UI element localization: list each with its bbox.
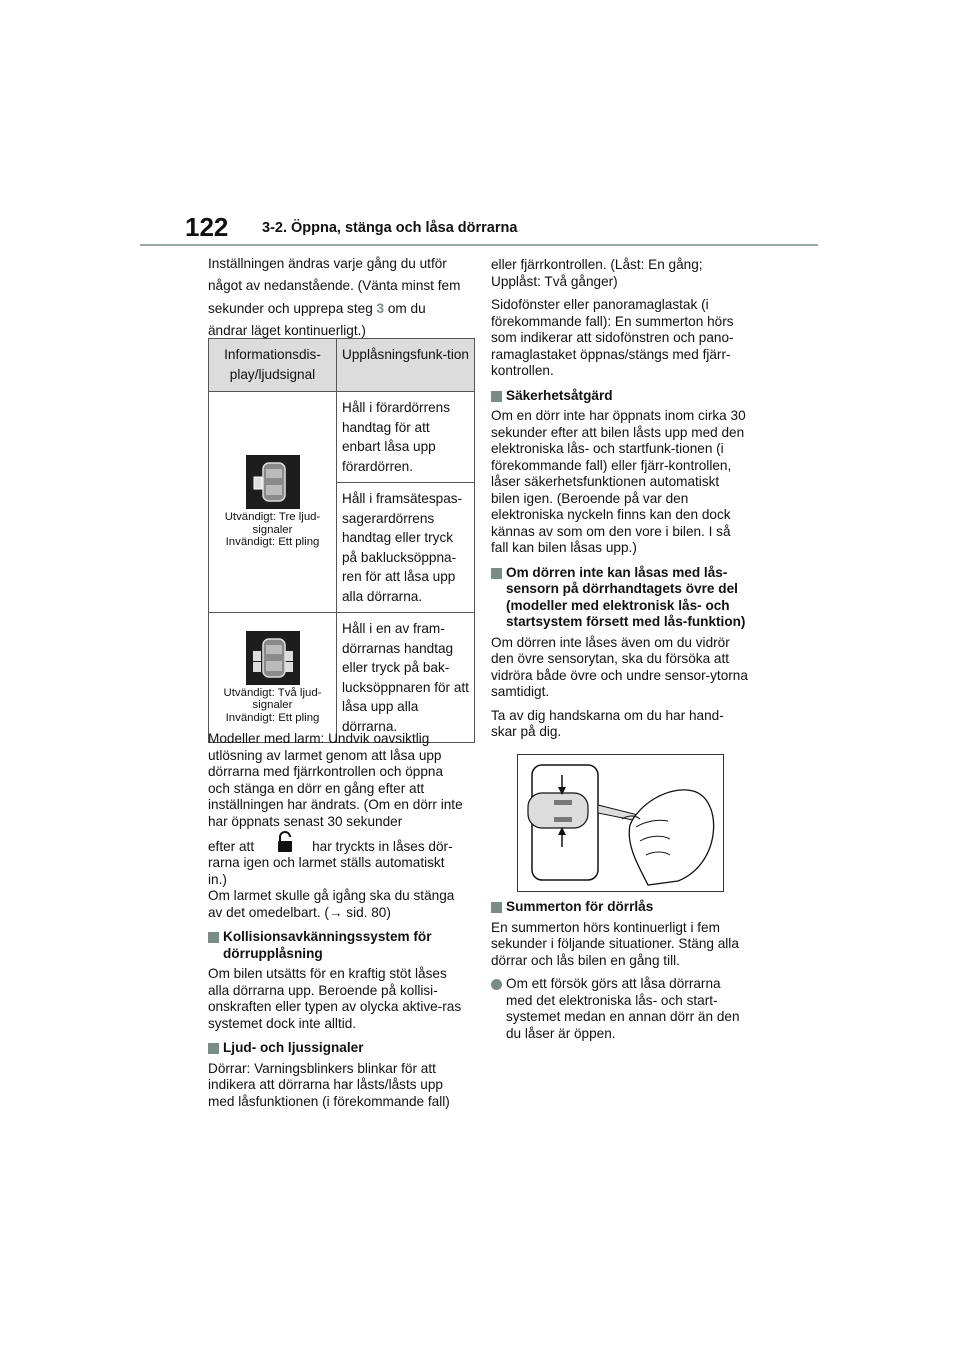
section-title: 3-2. Öppna, stänga och låsa dörrarna <box>262 220 518 236</box>
square-bullet-icon <box>491 391 502 402</box>
square-bullet-icon <box>208 932 219 943</box>
lock-icon <box>254 833 312 855</box>
collision-paragraph: Om bilen utsätts för en kraftig stöt låses alla dörrarna upp. Beroende på kollisi-onskraften eller typen av olycka aktive-ras systemet dock inte alltid. <box>208 966 462 1031</box>
continued-paragraph: eller fjärrkontrollen. (Låst: En gång; Upplåst: Två gånger) <box>491 257 703 289</box>
car-front-door-open-image <box>246 455 300 509</box>
sensor-paragraph-2: Ta av dig handskarna om du har hand-skar på dig. <box>491 707 724 739</box>
square-bullet-icon <box>208 1043 219 1054</box>
square-bullet-icon <box>491 902 502 913</box>
heading-signals: Ljud- och ljussignaler <box>208 1040 466 1057</box>
bullet-item: Om ett försök görs att låsa dörrarna med det elektroniska lås- och start-systemet medan en annan dörr än den du låser är öppen. <box>491 976 749 1042</box>
safety-paragraph: Om en dörr inte har öppnats inom cirka 30 sekunder efter att bilen låsts upp med den elektroniska lås- och startfunk-tionen (i förekommande fall) eller fjärr-kontrollen, låser säkerhetsfunktionen automatiskt bilen igen. (Beroende på var den elektroniska nyckeln finns kan den dock kännas av som om den vore i bilen. I så fall kan bilen låsas upp.) <box>491 408 746 555</box>
sensor-paragraph-1: Om dörren inte låses även om du vidrör den övre sensorytan, ska du försöka att vidröra både övre och undre sensor-ytorna samtidigt. <box>491 634 748 699</box>
heading-sensor: Om dörren inte kan låsas med lås-sensorn på dörrhandtagets övre del (modeller med elektronisk lås- och startsystem försett med lås-funktion) <box>491 565 749 631</box>
table-signal-cell-2 <box>209 613 337 743</box>
windows-paragraph: Sidofönster eller panoramaglastak (i förekommande fall): En summerton hörs som indikerar att sidofönstren och pano-ramaglastaket öppnas/stängs med fjärr-kontrollen. <box>491 297 734 378</box>
step-number: 3 <box>376 300 385 316</box>
header-rule <box>140 244 818 246</box>
function-cell-passenger: Håll i framsätespas-sagerardörrens handtag eller tryck på baklucksöppna-ren för att låsa upp alla dörrarna. <box>337 483 475 613</box>
function-cell-driver: Håll i förardörrens handtag för att enbart låsa upp förardörren. <box>337 392 475 483</box>
settings-table <box>208 338 475 743</box>
page-number: 122 <box>185 212 229 242</box>
alarm-off-paragraph: Om larmet skulle gå igång ska du stänga av det omedelbart. (→ sid. 80) <box>208 888 455 920</box>
signals-paragraph: Dörrar: Varningsblinkers blinkar för att indikera att dörrarna har låsts/låsts upp med låsfunktionen (i förekommande fall) <box>208 1060 450 1109</box>
table-signal-cell <box>209 392 337 613</box>
car-all-doors-open-image <box>246 631 300 685</box>
right-column-lower <box>491 899 749 1049</box>
signal-text-three: Utvändigt: Tre ljud-signaler Invändigt: Ett pling <box>224 511 321 549</box>
table-header-function: Upplåsningsfunk-tion <box>337 339 475 392</box>
function-cell-front: Håll i en av fram-dörrarnas handtag eller tryck på bak-lucksöppnaren för att låsa upp alla dörrarna. <box>337 613 475 743</box>
round-bullet-icon <box>491 979 502 990</box>
heading-buzzer: Summerton för dörrlås <box>491 899 749 916</box>
intro-paragraph: Inställningen ändras varje gång du utför något av nedanstående. (Vänta minst fem sekunder och upprepa steg 3 om du ändrar läget kontinuerligt.) <box>208 256 461 339</box>
door-handle-illustration <box>517 754 724 892</box>
square-bullet-icon <box>491 568 502 579</box>
buzzer-paragraph: En summerton hörs kontinuerligt i fem sekunder i följande situationer. Stäng alla dörrar och lås bilen en gång till. <box>491 919 739 968</box>
left-column <box>208 253 466 350</box>
heading-collision: Kollisionsavkänningssystem för dörrupplåsning <box>208 929 466 962</box>
table-header-signal: Informationsdis-play/ljudsignal <box>209 339 337 392</box>
left-column-lower: Modeller med larm: Undvik oavsiktlig utlösning av larmet genom att låsa upp dörrarna med fjärrkontrollen och öppna och stänga en dörr en gång efter att inställningen har ändrats. (Om en dörr inte har öppnats senast 30 sekunder efter att har tryckts in låses dör- rarna igen och larmet ställs automatiskt in.) Om larmet skulle gå igång ska du stänga av det omedelbart. (→ sid. 80) Kollisionsavkänningssystem för dörrupplåsning Om bilen utsätts för en kraftig stöt låses alla dörrarna upp. Beroende på kollisi-onskraften eller typen av olycka aktive-ras systemet dock inte alltid. Ljud- och ljussignaler Dörrar: Varningsblinkers blinkar för att indikera att dörrarna har låsts/låsts upp med låsfunktionen (i förekommande fall) <box>208 731 466 1117</box>
alarm-paragraph: Modeller med larm: Undvik oavsiktlig utlösning av larmet genom att låsa upp dörrarna med fjärrkontrollen och öppna och stänga en dörr en gång efter att inställningen har ändrats. (Om en dörr inte har öppnats senast 30 sekunder <box>208 731 463 829</box>
alarm-inline-row: efter att har tryckts in låses dör- <box>208 833 466 855</box>
heading-safety: Säkerhetsåtgärd <box>491 388 749 405</box>
right-column <box>491 257 749 748</box>
signal-text-two: Utvändigt: Två ljud-signaler Invändigt: Ett pling <box>223 686 322 724</box>
